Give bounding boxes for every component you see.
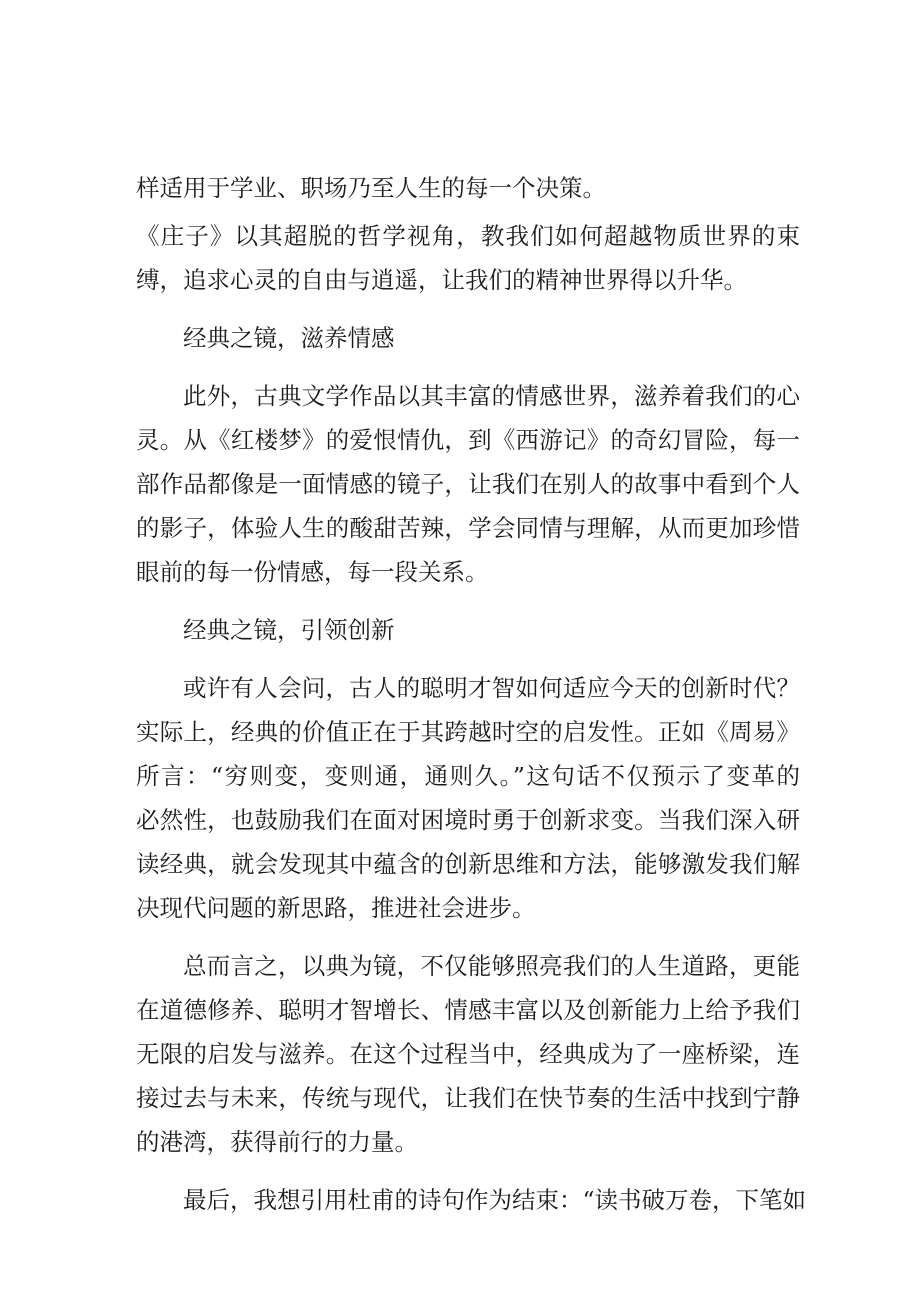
text-line: 的影子，体验人生的酸甜苦辣，学会同情与理解，从而更加珍惜 xyxy=(136,514,800,542)
text-line: 的港湾，获得前行的力量。 xyxy=(136,1128,418,1156)
text-line: 最后，我想引用杜甫的诗句作为结束：“读书破万卷，下笔如 xyxy=(183,1186,807,1214)
document-body xyxy=(136,166,807,1222)
text-line: 决现代问题的新思路，推进社会进步。 xyxy=(136,894,536,922)
paragraph-conclusion xyxy=(136,944,800,1164)
paragraph-innovation xyxy=(136,666,800,930)
text-line: 所言：“穷则变，变则通，通则久。”这句话不仅预示了变革的 xyxy=(136,762,800,790)
paragraph-decision xyxy=(136,166,800,210)
text-line: 或许有人会问，古人的聪明才智如何适应今天的创新时代？ xyxy=(183,674,800,702)
text-line: 《庄子》以其超脱的哲学视角，教我们如何超越物质世界的束 xyxy=(136,222,800,250)
paragraph-du-fu-quote xyxy=(136,1178,807,1222)
section-heading-emotion xyxy=(136,316,800,360)
paragraph-zhuangzi xyxy=(136,214,800,302)
text-line: 在道德修养、聪明才智增长、情感丰富以及创新能力上给予我们 xyxy=(136,996,800,1024)
paragraph-emotion xyxy=(136,374,800,594)
text-line: 无限的启发与滋养。在这个过程当中，经典成为了一座桥梁，连 xyxy=(136,1040,800,1068)
text-line: 必然性，也鼓励我们在面对困境时勇于创新求变。当我们深入研 xyxy=(136,806,800,834)
text-line: 接过去与未来，传统与现代，让我们在快节奏的生活中找到宁静 xyxy=(136,1084,800,1112)
text-line: 缚，追求心灵的自由与逍遥，让我们的精神世界得以升华。 xyxy=(136,266,747,294)
text-line: 总而言之，以典为镜，不仅能够照亮我们的人生道路，更能 xyxy=(183,952,800,980)
text-line: 样适用于学业、职场乃至人生的每一个决策。 xyxy=(136,174,606,202)
text-line: 灵。从《红楼梦》的爱恨情仇，到《西游记》的奇幻冒险，每一 xyxy=(136,426,800,454)
text-line: 眼前的每一份情感，每一段关系。 xyxy=(136,558,489,586)
text-line: 读经典，就会发现其中蕴含的创新思维和方法，能够激发我们解 xyxy=(136,850,800,878)
section-heading: 经典之镜，引领创新 xyxy=(183,616,395,644)
section-heading: 经典之镜，滋养情感 xyxy=(183,324,395,352)
text-line: 此外，古典文学作品以其丰富的情感世界，滋养着我们的心 xyxy=(183,382,800,410)
text-line: 部作品都像是一面情感的镜子，让我们在别人的故事中看到个人 xyxy=(136,470,800,498)
section-heading-innovation xyxy=(136,608,800,652)
text-line: 实际上，经典的价值正在于其跨越时空的启发性。正如《周易》 xyxy=(136,718,800,746)
